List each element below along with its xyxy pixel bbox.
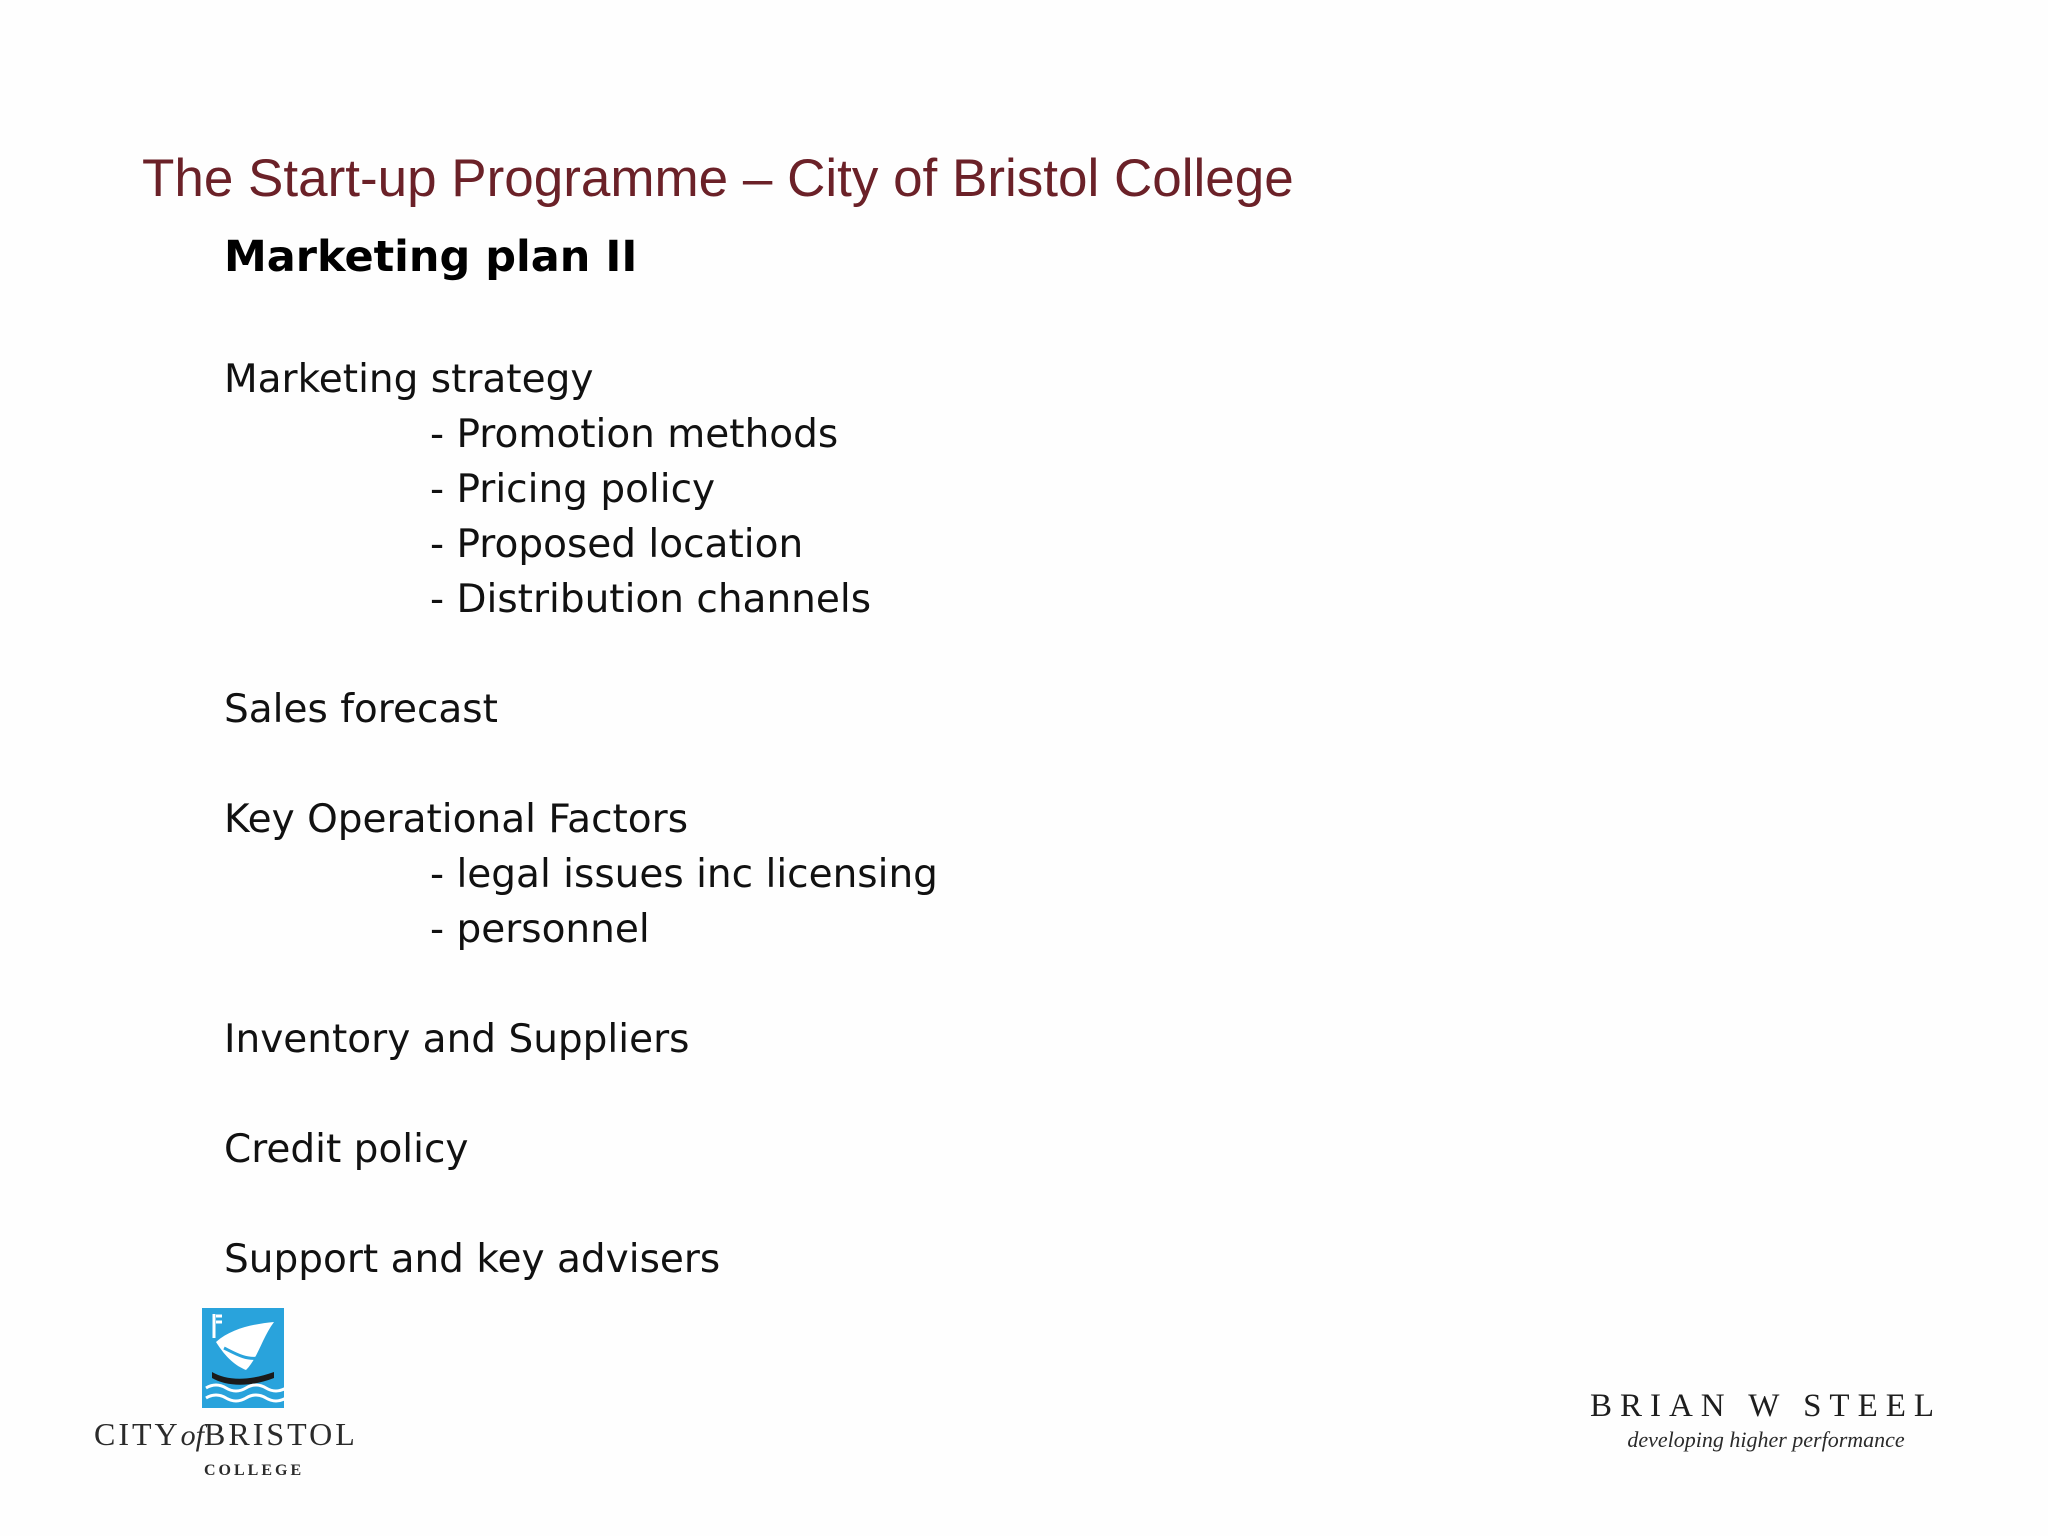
list-item-pricing-policy: - Pricing policy	[430, 467, 716, 512]
city-of-bristol-college-logo	[94, 1308, 404, 1488]
list-item-proposed-location: - Proposed location	[430, 522, 804, 567]
spacer	[224, 957, 1424, 1012]
brian-w-steel-brand	[1576, 1388, 1956, 1453]
section-heading-sales-forecast: Sales forecast	[224, 687, 498, 732]
spacer	[224, 737, 1424, 792]
slide-content	[224, 352, 1424, 1287]
list-item-distribution-channels: - Distribution channels	[430, 577, 872, 622]
list-item-promotion-methods: - Promotion methods	[430, 412, 839, 457]
logo-of: of	[180, 1419, 204, 1452]
list-item-personnel: - personnel	[430, 907, 650, 952]
section-heading-inventory-suppliers: Inventory and Suppliers	[224, 1017, 690, 1062]
college-emblem-icon	[202, 1308, 284, 1408]
spacer	[224, 1067, 1424, 1122]
logo-bristol: BRISTOL	[204, 1416, 358, 1452]
slide-subtitle: Marketing plan II	[224, 232, 638, 282]
logo-city: CITY	[94, 1416, 181, 1452]
section-heading-credit-policy: Credit policy	[224, 1127, 469, 1172]
section-heading-key-operational-factors: Key Operational Factors	[224, 797, 689, 842]
section-heading-support-advisers: Support and key advisers	[224, 1237, 721, 1282]
brand-name: BRIAN W STEEL	[1589, 1388, 1943, 1424]
section-heading-marketing-strategy: Marketing strategy	[224, 357, 594, 402]
logo-wordmark	[94, 1416, 404, 1453]
slide-title: The Start-up Programme – City of Bristol College	[142, 149, 1294, 208]
spacer	[224, 1177, 1424, 1232]
spacer	[224, 627, 1424, 682]
brand-tagline: developing higher performance	[1627, 1427, 1905, 1452]
logo-college: COLLEGE	[204, 1462, 305, 1479]
list-item-legal-issues: - legal issues inc licensing	[430, 852, 938, 897]
